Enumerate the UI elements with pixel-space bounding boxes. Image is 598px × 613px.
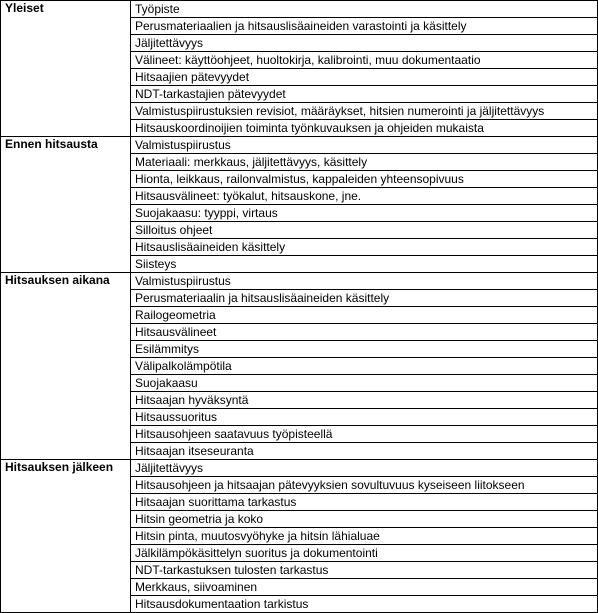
checklist-item: Hitsaajan itseseuranta: [131, 443, 598, 460]
checklist-item: Valmistuspiirustus: [131, 273, 598, 290]
checklist-item: Siisteys: [131, 256, 598, 273]
checklist-item: Hitsaajien pätevyydet: [131, 69, 598, 86]
section-title: Hitsauksen jälkeen: [1, 460, 131, 613]
checklist-item: Jäljitettävyys: [131, 460, 598, 477]
checklist-item: NDT-tarkastajien pätevyydet: [131, 86, 598, 103]
checklist-item: Valmistuspiirustus: [131, 137, 598, 154]
checklist-item: Työpiste: [131, 1, 598, 18]
checklist-item: Materiaali: merkkaus, jäljitettävyys, käsittely: [131, 154, 598, 171]
checklist-item: Suojakaasu: tyyppi, virtaus: [131, 205, 598, 222]
checklist-item: Jäljitettävyys: [131, 35, 598, 52]
checklist-item: Perusmateriaalien ja hitsauslisäaineiden varastointi ja käsittely: [131, 18, 598, 35]
checklist-item: Merkkaus, siivoaminen: [131, 579, 598, 596]
checklist-item: Hitsausvälineet: [131, 324, 598, 341]
checklist-item: Jälkilämpökäsittelyn suoritus ja dokumentointi: [131, 545, 598, 562]
checklist-item: Hitsaussuoritus: [131, 409, 598, 426]
checklist-item: Hionta, leikkaus, railonvalmistus, kappaleiden yhteensopivuus: [131, 171, 598, 188]
checklist-item: Hitsin geometria ja koko: [131, 511, 598, 528]
checklist-item: Hitsauslisäaineiden käsittely: [131, 239, 598, 256]
section-title: Yleiset: [1, 1, 131, 137]
checklist-item: Hitsausohjeen saatavuus työpisteellä: [131, 426, 598, 443]
section-title: Hitsauksen aikana: [1, 273, 131, 460]
checklist-item: Hitsauskoordinoijien toiminta työnkuvauksen ja ohjeiden mukaista: [131, 120, 598, 137]
checklist-item: Perusmateriaalin ja hitsauslisäaineiden käsittely: [131, 290, 598, 307]
checklist-item: Hitsausohjeen ja hitsaajan pätevyyksien sovultuvuus kyseiseen liitokseen: [131, 477, 598, 494]
checklist-item: Hitsausdokumentaation tarkistus: [131, 596, 598, 613]
checklist-item: Välineet: käyttöohjeet, huoltokirja, kalibrointi, muu dokumentaatio: [131, 52, 598, 69]
table-row: [1, 1, 598, 18]
table-row: [1, 460, 598, 477]
checklist-item: Hitsaajan hyväksyntä: [131, 392, 598, 409]
checklist-item: Silloitus ohjeet: [131, 222, 598, 239]
section-title: Ennen hitsausta: [1, 137, 131, 273]
checklist-item: Hitsin pinta, muutosvyöhyke ja hitsin lähialuae: [131, 528, 598, 545]
checklist-item: NDT-tarkastuksen tulosten tarkastus: [131, 562, 598, 579]
checklist-item: Suojakaasu: [131, 375, 598, 392]
checklist-item: Esilämmitys: [131, 341, 598, 358]
checklist-item: Valmistuspiirustuksien revisiot, määräykset, hitsien numerointi ja jäljitettävyys: [131, 103, 598, 120]
table-row: [1, 137, 598, 154]
table-row: [1, 273, 598, 290]
checklist-item: Välipalkolämpötila: [131, 358, 598, 375]
checklist-item: Hitsausvälineet: työkalut, hitsauskone, jne.: [131, 188, 598, 205]
checklist-body: [1, 1, 598, 613]
checklist-item: Railogeometria: [131, 307, 598, 324]
checklist-item: Hitsaajan suorittama tarkastus: [131, 494, 598, 511]
